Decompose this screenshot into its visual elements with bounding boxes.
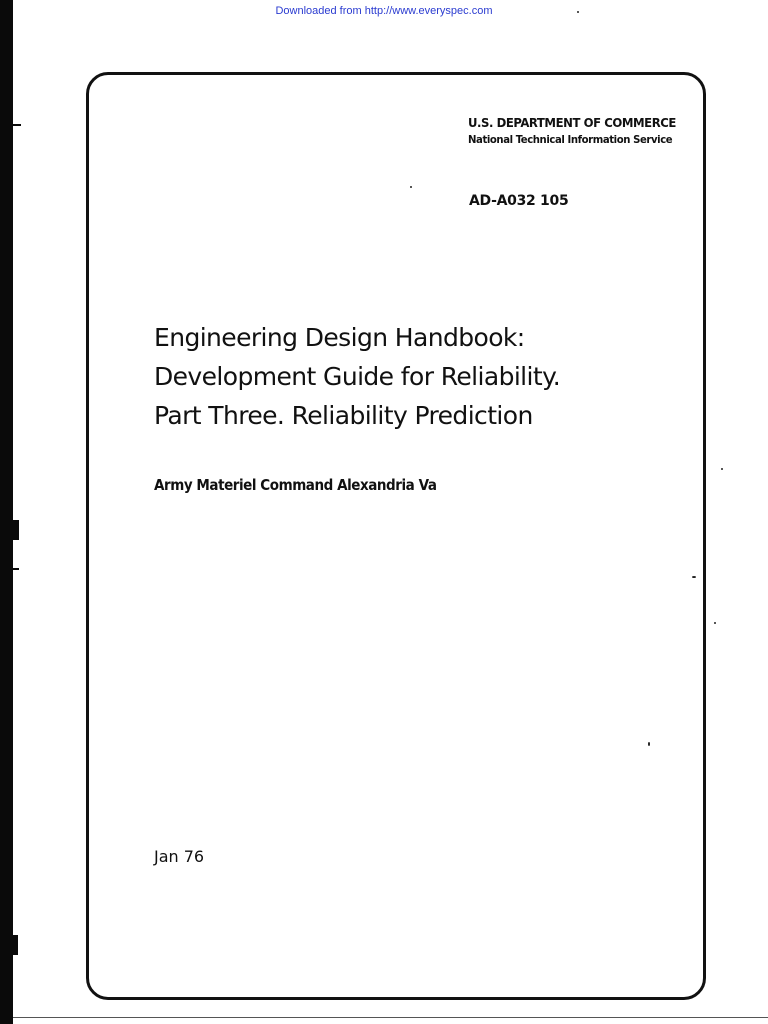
scan-speck xyxy=(648,742,650,746)
scan-edge-notch xyxy=(13,520,19,540)
agency-block xyxy=(468,114,676,148)
scan-edge-bar xyxy=(0,0,13,1024)
title-line: Development Guide for Reliability. xyxy=(154,362,561,391)
accession-number: AD-A032 105 xyxy=(469,193,569,209)
scan-speck xyxy=(410,186,412,188)
document-title xyxy=(154,318,674,435)
agency-name: U.S. DEPARTMENT OF COMMERCE xyxy=(468,116,676,130)
title-line: Engineering Design Handbook: xyxy=(154,323,525,352)
scan-edge-notch xyxy=(13,568,19,570)
scan-edge-notch xyxy=(13,935,18,955)
scan-speck xyxy=(721,468,723,470)
download-source-link[interactable]: Downloaded from http://www.everyspec.com xyxy=(275,5,493,17)
source-organization: Army Materiel Command Alexandria Va xyxy=(154,476,437,494)
scan-bottom-edge xyxy=(13,1017,768,1018)
publication-date: Jan 76 xyxy=(154,847,205,866)
service-name: National Technical Information Service xyxy=(468,133,673,146)
scan-speck xyxy=(692,576,696,578)
title-line: Part Three. Reliability Prediction xyxy=(154,401,533,430)
scan-edge-notch xyxy=(13,124,21,126)
scan-speck xyxy=(577,11,579,13)
scan-speck xyxy=(714,622,716,624)
